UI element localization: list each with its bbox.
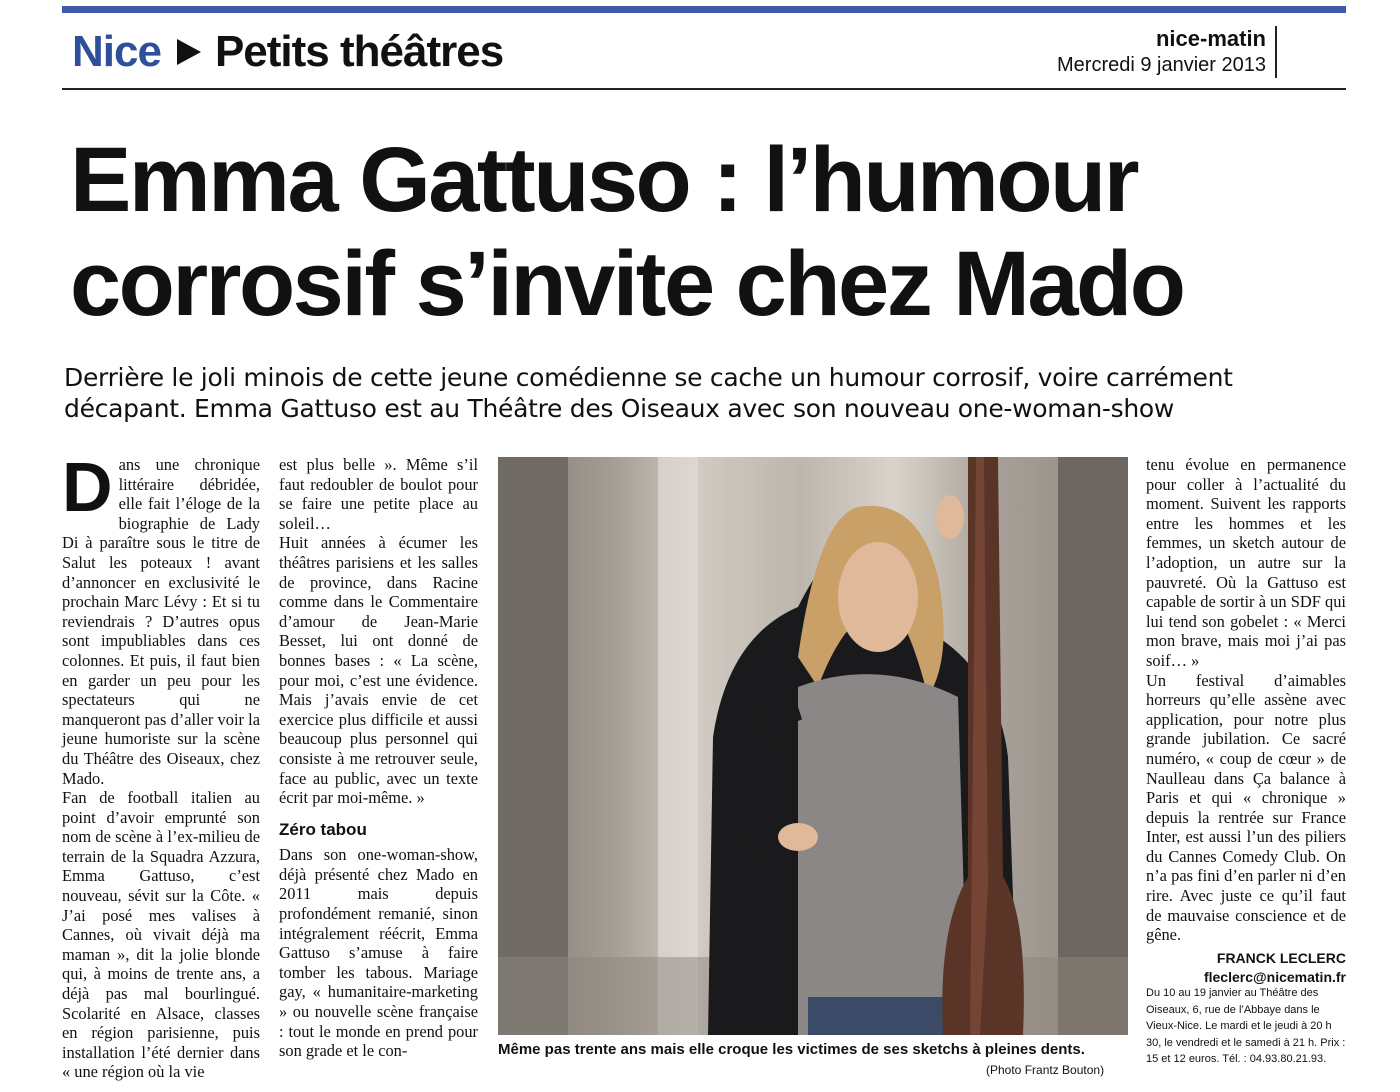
author-email: fleclerc@nicematin.fr bbox=[1203, 969, 1346, 986]
article-column-2 bbox=[279, 455, 478, 1083]
header-rule bbox=[62, 88, 1346, 90]
masthead bbox=[1057, 26, 1266, 77]
headline-line-2: corrosif s’invite chez Mado bbox=[70, 233, 1184, 335]
rubric-city: Nice bbox=[72, 27, 161, 76]
play-arrow-icon bbox=[177, 39, 201, 65]
paragraph bbox=[62, 448, 260, 788]
paragraph: Huit années à écumer les théâtres parisiens et les salles de province, dans Racine comme dans le Commentaire d’amour de Jean-Marie Besset, lui ont donné de bonnes bases : « La scène, pour moi, c’est une évidence. Mais j’avais envie de cet exercice plus difficile et aussi beaucoup plus personnel qui consiste à me retrouver seule, face au public, avec un texte écrit par moi-même. » bbox=[279, 533, 478, 808]
paragraph: tenu évolue en permanence pour coller à l’actualité du moment. Suivent les rapports entre les hommes et les femmes, un sketch autour de l’adoption, un autre sur la pauvreté. Où la Gattuso est capable de sortir à un SDF qui lui tend son gobelet : « Merci mon brave, mais moi j’ai pas soif… » bbox=[1146, 455, 1346, 670]
paragraph: Un festival d’aimables horreurs qu’elle assène avec application, pour notre plus grande jubilation. Ce sacré numéro, « coup de cœur » de Naulleau dans Ça balance à Paris et qui « chronique » depuis la rentrée sur France Inter, est aussi l’un des piliers du Cannes Comedy Club. On n’a pas fini d’en parler ni d’en rire. Avec juste ce qu’il faut de mauvaise conscience et de gêne. bbox=[1146, 670, 1346, 945]
masthead-divider bbox=[1275, 26, 1277, 78]
practical-info: Du 10 au 19 janvier au Théâtre des Oiseaux, 6, rue de l’Abbaye dans le Vieux-Nice. Le mardi et le jeudi à 20 h 30, le vendredi et le samedi à 21 h. Prix : 15 et 12 euros. Tél. : 04.93.80.21.93. bbox=[1146, 987, 1346, 1065]
photo-caption: Même pas trente ans mais elle croque les victimes de ses sketchs à pleines dents. bbox=[498, 1041, 1085, 1058]
drop-cap: D bbox=[62, 448, 113, 526]
article-photo bbox=[498, 457, 1128, 1035]
article-column-1 bbox=[62, 448, 260, 1083]
author-signature: FRANCK LECLERC bbox=[1216, 949, 1346, 966]
paragraph: Fan de football italien au point d’avoir emprunté son nom de scène à l’ex-milieu de terrain de la Squadra Azzura, Emma Gattuso, c’est nouveau, sévit sur la Côte. « J’ai posé mes valises à Cannes, où vivait déjà ma maman », dit la jolie blonde qui, à moins de trente ans, a déjà pas mal bourlingué. Scolarité en Alsace, classes en région parisienne, puis installation l’été dernier dans « une région où la vie bbox=[62, 788, 260, 1082]
newspaper-name: nice-matin bbox=[1155, 26, 1266, 51]
section-rubric bbox=[72, 22, 503, 82]
photo-credit: (Photo Frantz Bouton) bbox=[986, 1063, 1105, 1077]
paragraph: est plus belle ». Même s’il faut redoubler de boulot pour se faire une petite place au soleil… bbox=[279, 455, 478, 533]
headline bbox=[70, 128, 1360, 336]
headline-line-1: Emma Gattuso : l’humour bbox=[70, 129, 1138, 231]
paragraph: Dans son one-woman-show, déjà présenté chez Mado en 2011 mais depuis profondément remanié, sinon intégralement réécrit, Emma Gattuso s’amuse à faire tomber les tabous. Mariage gay, « humanitaire-marketing » ou nouvelle scène française : tout le monde en prend pour son grade et le con- bbox=[279, 845, 478, 1061]
article-column-3 bbox=[1146, 455, 1346, 986]
top-color-bar bbox=[62, 6, 1346, 13]
rubric-section: Petits théâtres bbox=[214, 27, 504, 76]
subheading: Zéro tabou bbox=[279, 819, 367, 839]
issue-date: Mercredi 9 janvier 2013 bbox=[1057, 54, 1266, 76]
paragraph-text: ans une chronique littéraire débridée, elle fait l’éloge de la biographie de Lady Di à paraître sous le titre de Salut les poteaux ! avant d’annoncer en exclusivité le prochain Marc Lévy : Et si tu reviendrais ? D’autres opus sont impubliables dans ces colonnes. Et puis, il faut bien en garder un peu pour les spectateurs qui ne manqueront pas d’aller voir la jeune humoriste sur la scène du Théâtre des Oiseaux, chez Mado. bbox=[62, 455, 260, 788]
photo-illustration bbox=[498, 457, 1128, 1035]
standfirst: Derrière le joli minois de cette jeune comédienne se cache un humour corrosif, voire carrément décapant. Emma Gattuso est au Théâtre des Oiseaux avec son nouveau one-woman-show bbox=[64, 363, 1233, 423]
